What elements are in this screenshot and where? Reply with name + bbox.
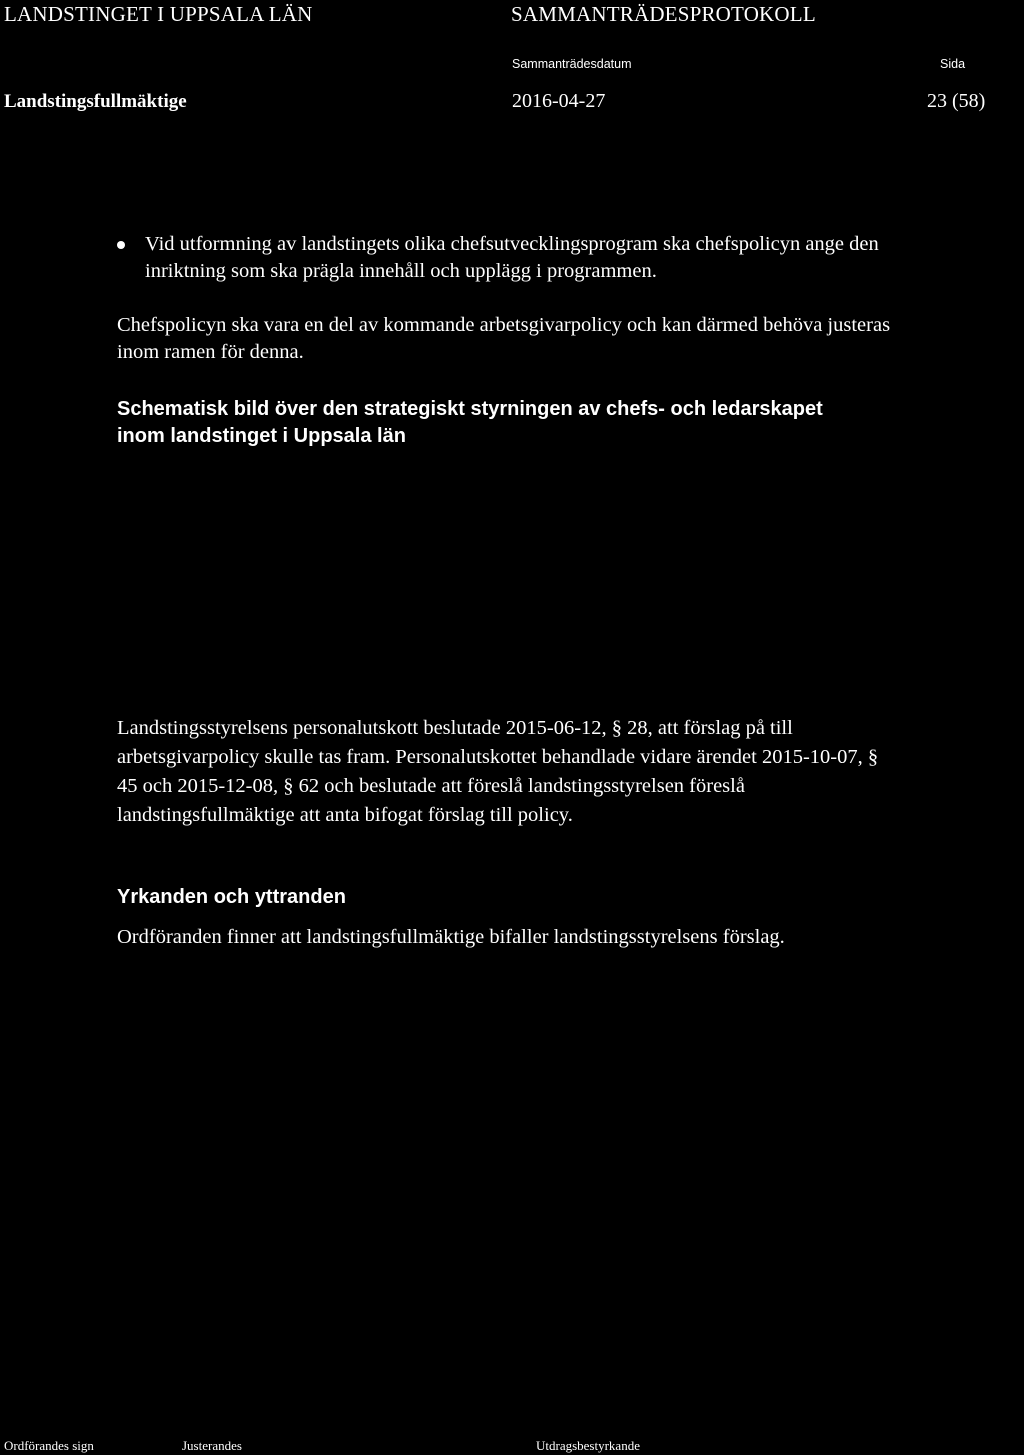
paragraph-2-line-1: Landstingsstyrelsens personalutskott beslutade 2015-06-12, § 28, att förslag på till xyxy=(117,717,793,739)
paragraph-1-line-2: inom ramen för denna. xyxy=(117,341,304,363)
bullet-icon xyxy=(117,241,125,249)
paragraph-2-line-4: landstingsfullmäktige att anta bifogat förslag till policy. xyxy=(117,804,573,826)
footer-adjusters: Justerandes xyxy=(182,1438,242,1453)
schematic-heading-line-1: Schematisk bild över den strategiskt styrningen av chefs- och ledarskapet xyxy=(117,398,823,420)
footer-chair-sign: Ordförandes sign xyxy=(4,1438,94,1453)
meeting-date: 2016-04-27 xyxy=(512,90,606,112)
footer-certifier: Utdragsbestyrkande xyxy=(536,1438,640,1453)
bullet-text-line-2: inriktning som ska prägla innehåll och upplägg i programmen. xyxy=(145,260,657,282)
yrkanden-text: Ordföranden finner att landstingsfullmäktige bifaller landstingsstyrelsens förslag. xyxy=(117,926,785,948)
organization-name: LANDSTINGET I UPPSALA LÄN xyxy=(4,2,313,26)
page-number: 23 (58) xyxy=(927,90,986,112)
paragraph-1-line-1: Chefspolicyn ska vara en del av kommande arbetsgivarpolicy och kan därmed behöva justeras xyxy=(117,314,891,336)
paragraph-2-line-2: arbetsgivarpolicy skulle tas fram. Personalutskottet behandlade vidare ärendet 2015-10-07, § xyxy=(117,746,879,768)
paragraph-2-line-3: 45 och 2015-12-08, § 62 och beslutade att föreslå landstingsstyrelsen föreslå xyxy=(117,775,745,797)
assembly-name: Landstingsfullmäktige xyxy=(4,91,187,112)
schematic-heading-line-2: inom landstinget i Uppsala län xyxy=(117,425,406,447)
page-label: Sida xyxy=(940,57,966,71)
document-type: SAMMANTRÄDESPROTOKOLL xyxy=(511,2,816,26)
yrkanden-heading: Yrkanden och yttranden xyxy=(117,886,346,908)
schematic-figure-area xyxy=(117,460,967,690)
bullet-text-line-1: Vid utformning av landstingets olika chefsutvecklingsprogram ska chefspolicyn ange den xyxy=(145,233,879,255)
date-label: Sammanträdesdatum xyxy=(512,57,632,71)
